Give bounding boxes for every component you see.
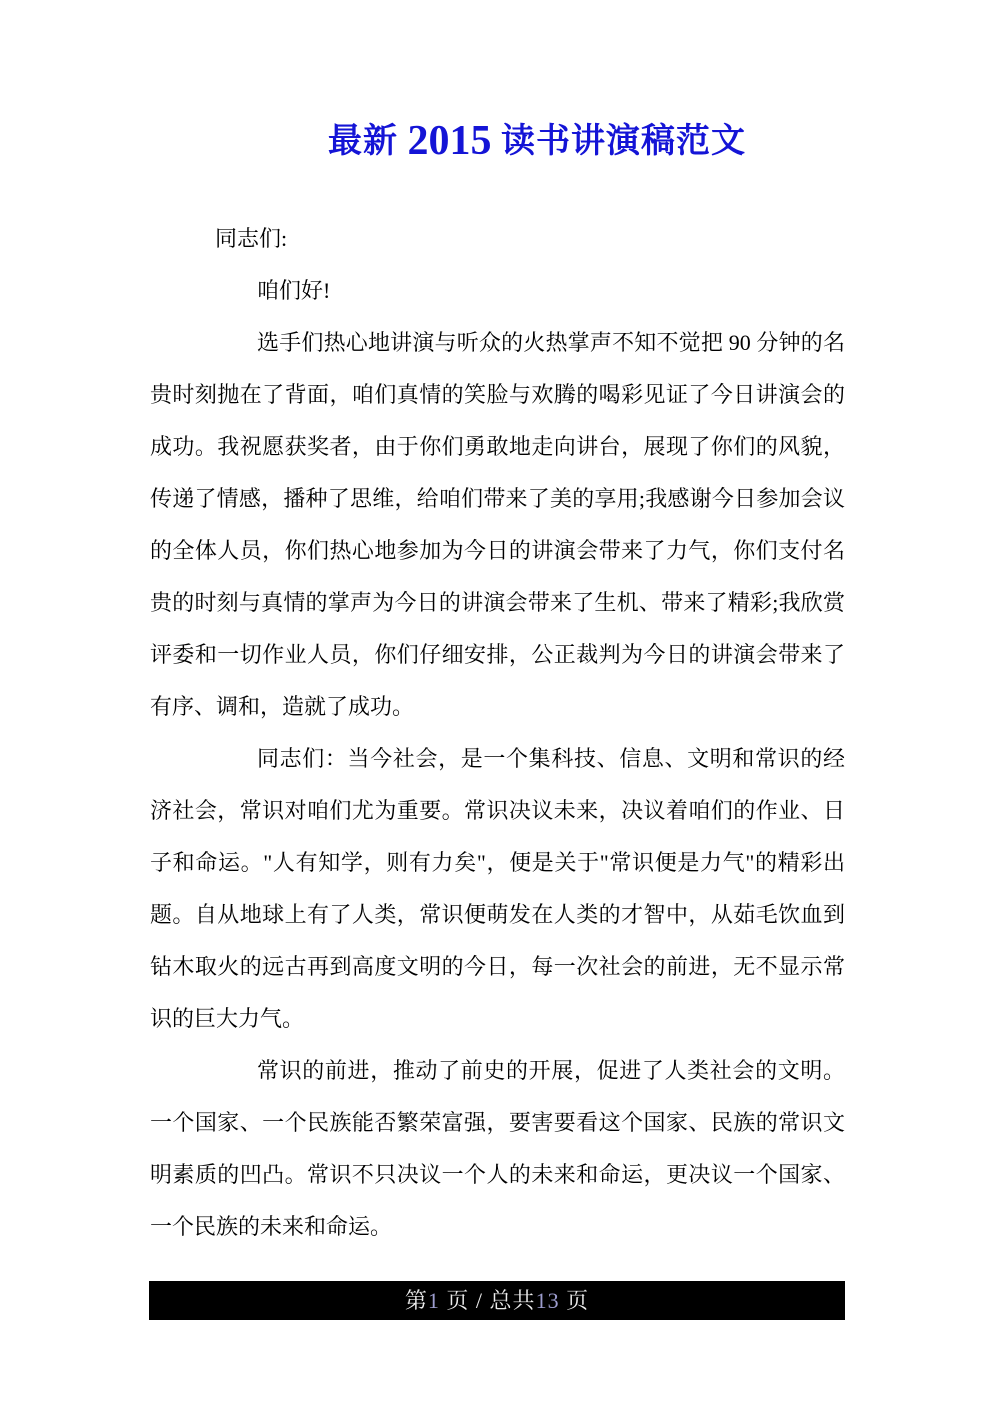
document-title <box>0 120 993 164</box>
footer-separator: 页 / <box>439 1288 490 1313</box>
page-footer-bar <box>149 1281 845 1320</box>
total-page-count: 13 <box>535 1288 560 1313</box>
footer-page-prefix: 第 <box>404 1288 428 1313</box>
current-page-number: 1 <box>427 1288 440 1313</box>
salutation-line: 同志们: <box>215 226 288 251</box>
body-paragraph-2: 同志们：当今社会，是一个集科技、信息、文明和常识的经济社会，常识对咱们尤为重要。常识决议未来，决议着咱们的作业、日子和命运。"人有知学，则有力矣"，便是关于"常识便是力气"的精彩出题。自从地球上有了人类，常识便萌发在人类的才智中，从茹毛饮血到钻木取火的远古再到高度文明的今日，每一次社会的前进，无不显示常识的巨大力气。 <box>150 746 845 1031</box>
greeting-line: 咱们好! <box>257 278 331 303</box>
document-body <box>150 213 845 1253</box>
body-paragraph-1: 选手们热心地讲演与听众的火热掌声不知不觉把 90 分钟的名贵时刻抛在了背面，咱们真情的笑脸与欢腾的喝彩见证了今日讲演会的成功。我祝愿获奖者，由于你们勇敢地走向讲台，展现了你们的风貌，传递了情感，播种了思维，给咱们带来了美的享用;我感谢今日参加会议的全体人员，你们热心地参加为今日的讲演会带来了力气，你们支付名贵的时刻与真情的掌声为今日的讲演会带来了生机、带来了精彩;我欣赏评委和一切作业人员，你们仔细安排，公正裁判为今日的讲演会带来了有序、调和，造就了成功。 <box>150 330 845 719</box>
footer-total-prefix: 总共 <box>489 1288 536 1313</box>
title-text-right: 读书讲演稿范文 <box>491 123 746 160</box>
title-text-left: 最新 <box>328 123 408 160</box>
body-paragraph-3: 常识的前进，推动了前史的开展，促进了人类社会的文明。一个国家、一个民族能否繁荣富强，要害要看这个国家、民族的常识文明素质的凹凸。常识不只决议一个人的未来和命运，更决议一个国家、一个民族的未来和命运。 <box>150 1058 845 1239</box>
title-year: 2015 <box>407 118 492 164</box>
footer-page-suffix: 页 <box>559 1288 590 1313</box>
